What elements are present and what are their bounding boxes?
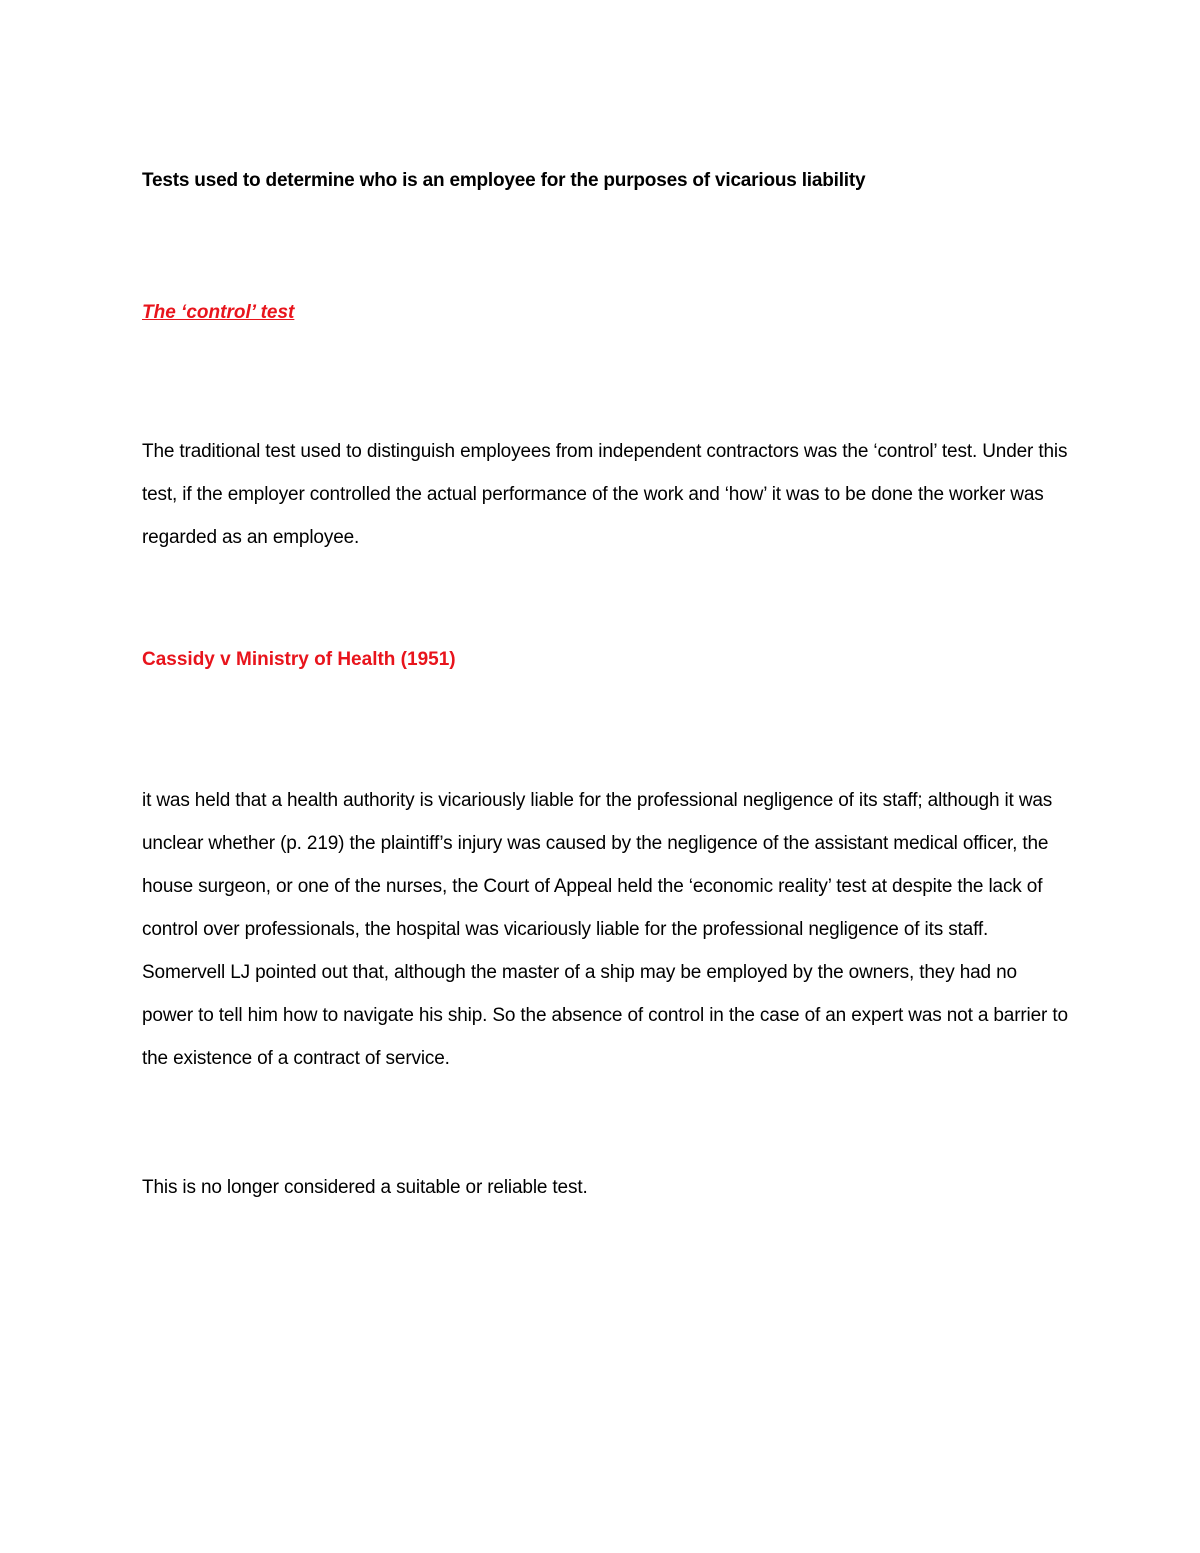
control-test-heading: The ‘control’ test — [142, 302, 295, 323]
document-title: Tests used to determine who is an employee for the purposes of vicarious liability — [142, 170, 866, 191]
case-paragraph: it was held that a health authority is vicariously liable for the professional negligence of its staff; although it was unclear whether (p. 219) the plaintiff’s injury was caused by the negligence of the assistant medical officer, the house surgeon, or one of the nurses, the Court of Appeal held the ‘economic reality’ test at despite the lack of control over professionals, the hospital was vicariously liable for the professional negligence of its staff. Somervell LJ pointed out that, although the master of a ship may be employed by the owners, they had no power to tell him how to navigate his ship. So the absence of control in the case of an expert was not a barrier to the existence of a contract of service. — [142, 790, 1068, 1069]
case-heading: Cassidy v Ministry of Health (1951) — [142, 649, 456, 670]
control-test-paragraph: The traditional test used to distinguish employees from independent contractors was the ‘control’ test. Under this test, if the employer controlled the actual performance of the work and ‘how’ it was to be done the worker was regarded as an employee. — [142, 441, 1068, 548]
closing-paragraph: This is no longer considered a suitable or reliable test. — [142, 1177, 588, 1198]
document-body — [142, 166, 1072, 1209]
